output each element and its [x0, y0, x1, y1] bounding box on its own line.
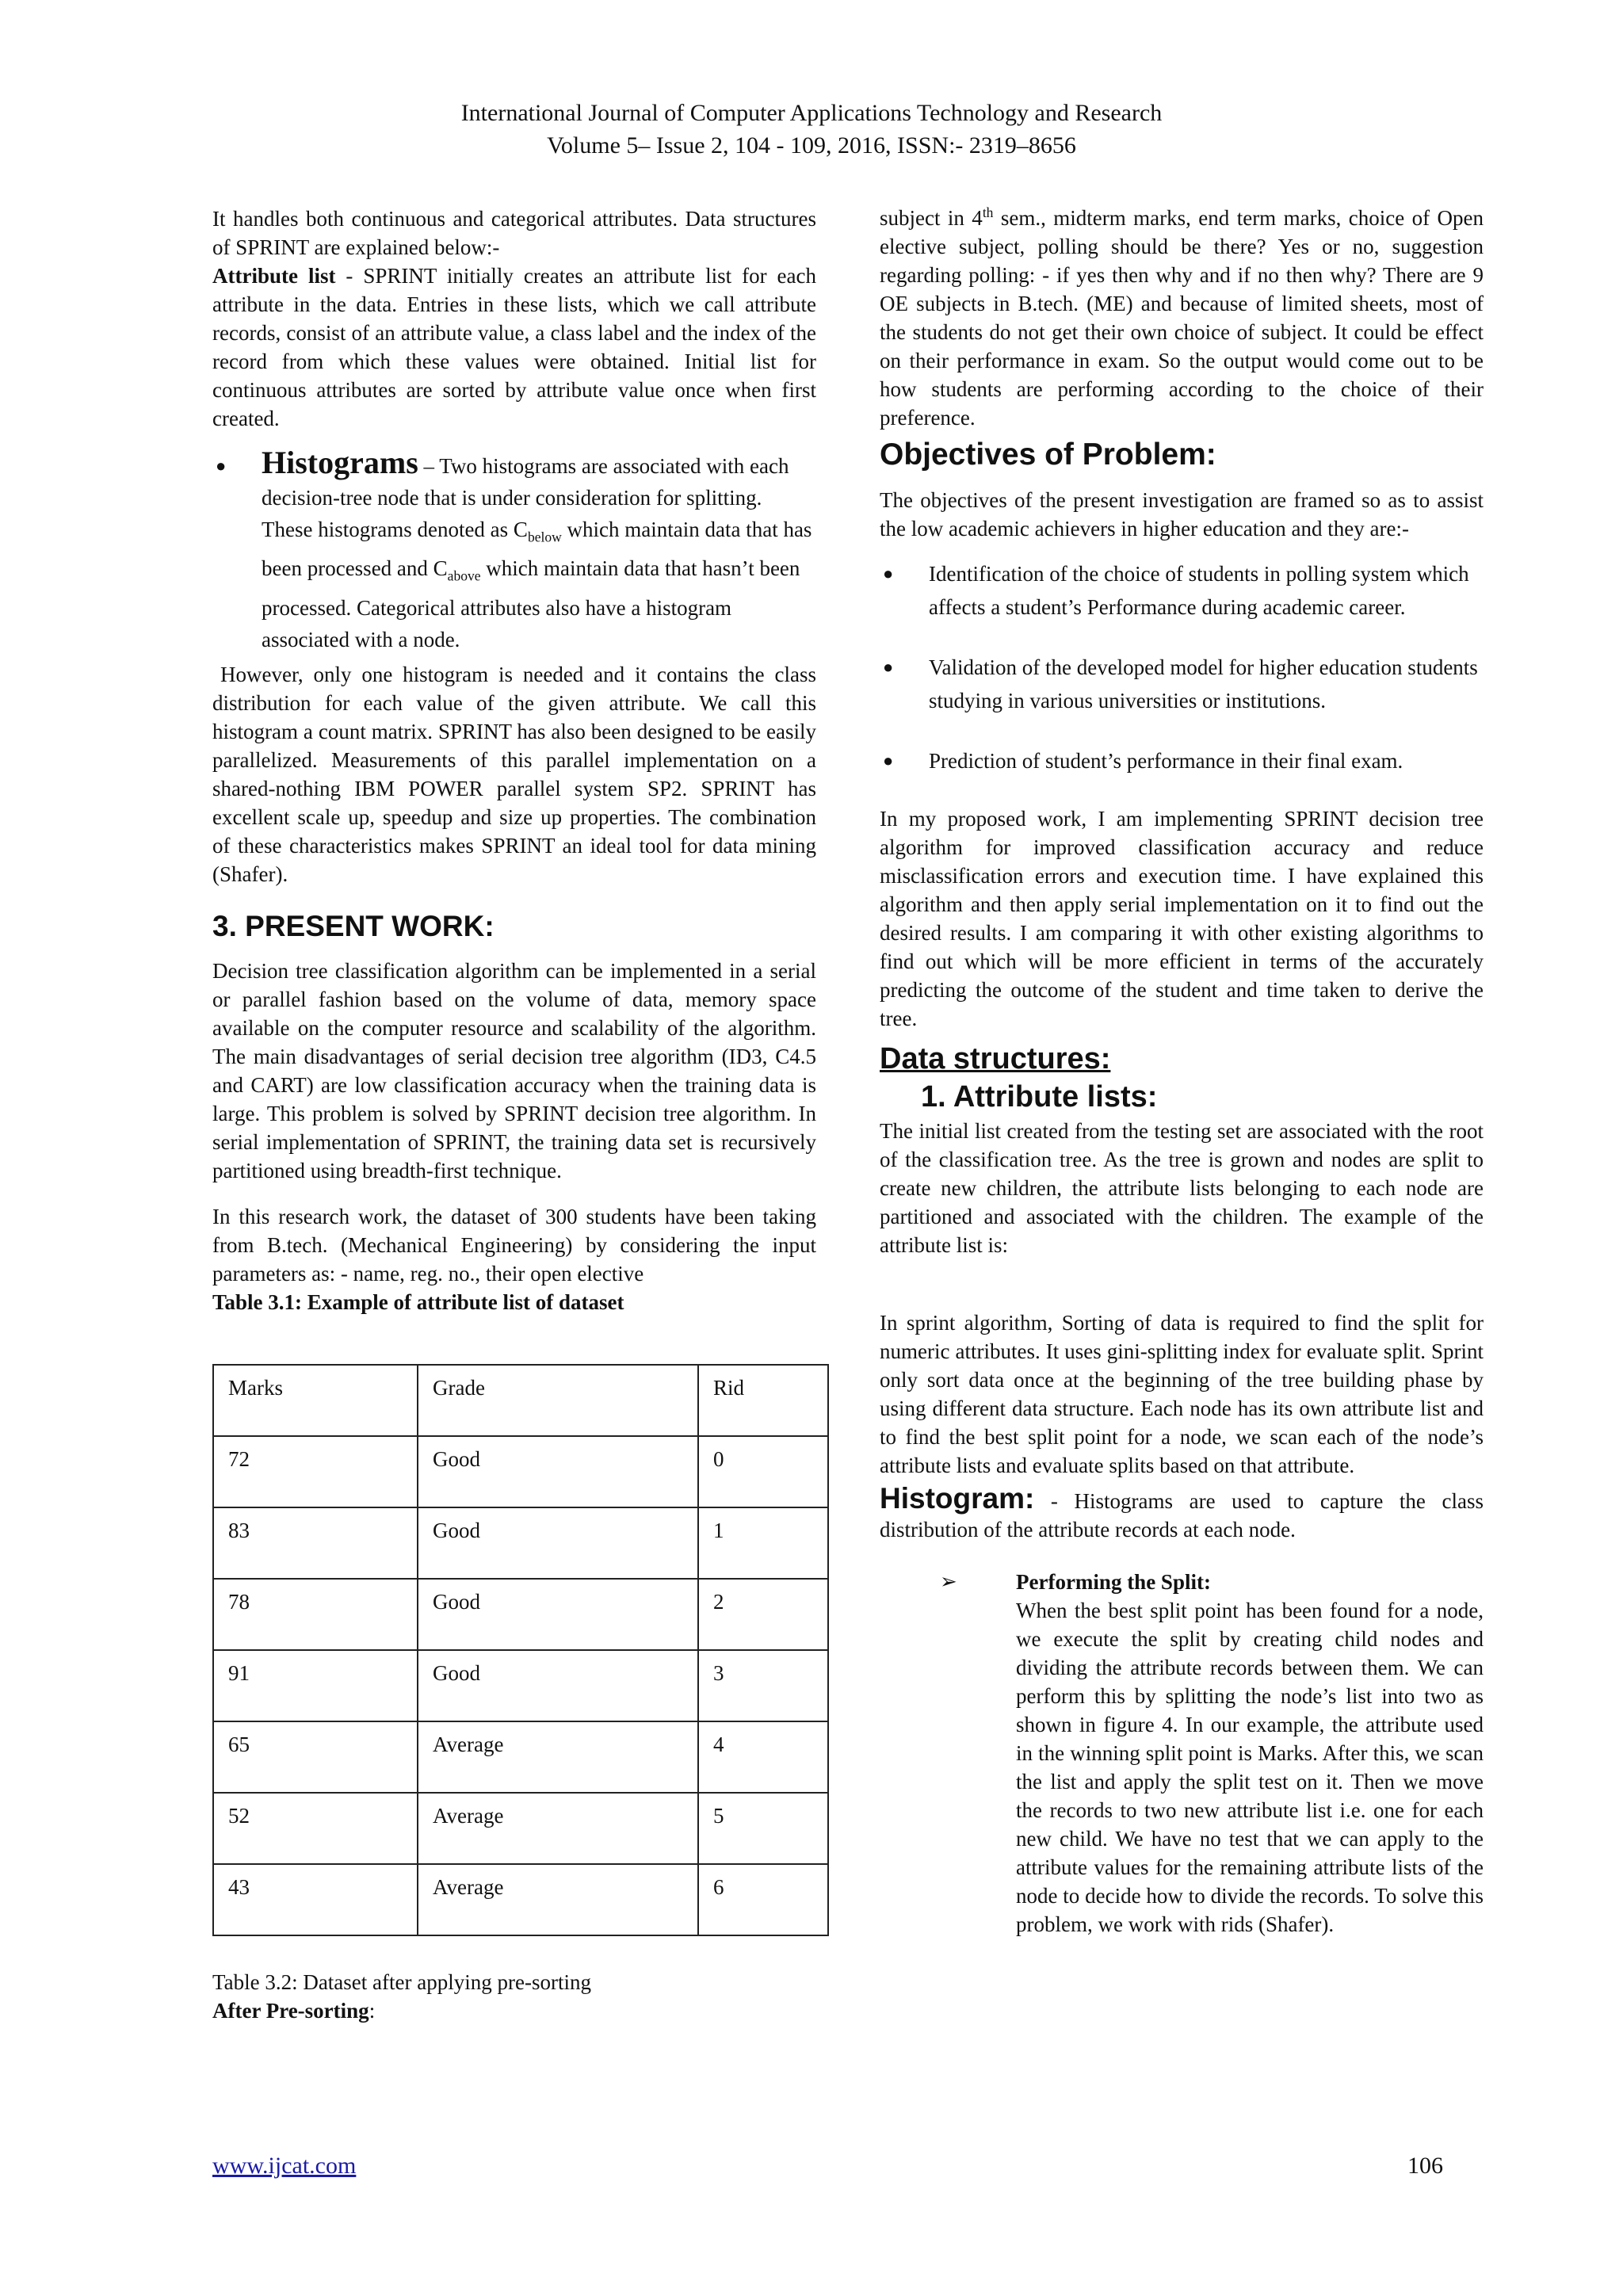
- objectives-intro: The objectives of the present investigation are framed so as to assist the low academic achievers in higher education and they are:-: [880, 488, 1484, 541]
- table-3-1-caption: Table 3.1: Example of attribute list of dataset: [212, 1289, 624, 1314]
- objective-item: [880, 557, 1484, 624]
- table-cell: Good: [418, 1436, 698, 1507]
- bullet-icon: ●: [216, 456, 227, 476]
- footer-website-link[interactable]: www.ijcat.com: [212, 2153, 357, 2179]
- after-presorting-colon: :: [369, 1998, 376, 2023]
- attribute-lists-paragraph: The initial list created from the testing set are associated with the root of the classification tree. As the tree is grown and nodes are split to create new children, the attribute lists belonging to each node are partitioned and associated with the children. The example of the attribute list is:: [880, 1119, 1484, 1257]
- table-row: [213, 1864, 828, 1935]
- objective-item: [880, 744, 1484, 777]
- table-cell: 5: [698, 1793, 828, 1864]
- table-cell: 4: [698, 1721, 828, 1793]
- th-superscript: th: [982, 204, 994, 220]
- table-header-row: [213, 1365, 828, 1436]
- objective-text: Identification of the choice of students in polling system which affects a student’s Performance during academic career.: [929, 562, 1469, 619]
- table-header-cell: Marks: [213, 1365, 418, 1436]
- after-presorting-label: After Pre-sorting: [212, 1998, 369, 2023]
- table-3-2-caption: Table 3.2: Dataset after applying pre-sorting: [212, 1969, 591, 1994]
- objective-text: Validation of the developed model for higher education students studying in various universities or institutions.: [929, 655, 1478, 712]
- table-cell: 6: [698, 1864, 828, 1935]
- sprint-sorting-paragraph: In sprint algorithm, Sorting of data is required to find the split for numeric attributes. It uses gini-splitting index for evaluate split. Sprint only sort data once at the beginning of the tree building phase by using different data structure. Each node has its own attribute list and to find the best split point for a node, we scan each of the node’s attribute lists and evaluate splits based on that attribute.: [880, 1311, 1484, 1477]
- table-row: [213, 1793, 828, 1864]
- table-row: [213, 1436, 828, 1507]
- table-cell: 78: [213, 1579, 418, 1650]
- c-above-sub: above: [447, 567, 481, 584]
- histograms-text-3: which maintain data that hasn’t been processed. Categorical attributes also have a histogram associated with a node.: [262, 556, 800, 651]
- histogram-heading: Histogram:: [880, 1482, 1035, 1515]
- table-cell: 72: [213, 1436, 418, 1507]
- right-column: [880, 198, 1484, 1939]
- page-number: 106: [1407, 2153, 1443, 2179]
- journal-title: International Journal of Computer Applications Technology and Research: [460, 100, 1163, 126]
- table-cell: 91: [213, 1650, 418, 1721]
- table-cell: Good: [418, 1650, 698, 1721]
- table-cell: 52: [213, 1793, 418, 1864]
- c-below-sub: below: [527, 529, 562, 545]
- attribute-list-paragraph: [212, 262, 816, 433]
- table-header-cell: Rid: [698, 1365, 828, 1436]
- table-cell: Average: [418, 1721, 698, 1793]
- continued-text-a: subject in 4: [880, 206, 983, 230]
- present-work-paragraph-1: Decision tree classification algorithm can be implemented in a serial or parallel fashion based on the volume of data, memory space available on the computer resource and scalability of the algorithm. The main disadvantages of serial decision tree algorithm (ID3, C4.5 and CART) are low classification accuracy when the training data is large. This problem is solved by SPRINT decision tree algorithm. In serial implementation of SPRINT, the training data set is recursively partitioned using breadth-first technique.: [212, 958, 816, 1182]
- attribute-lists-subheading: 1. Attribute lists:: [921, 1080, 1158, 1114]
- histograms-text-2: which maintain data that has been processed and C: [262, 518, 812, 581]
- left-column: [212, 204, 816, 2025]
- histograms-dash: –: [418, 454, 440, 478]
- table-cell: 43: [213, 1864, 418, 1935]
- histogram-text: - Histograms are used to capture the class distribution of the attribute records at each node.: [880, 1489, 1484, 1541]
- histograms-title: Histograms: [262, 445, 418, 480]
- histograms-bullet: [212, 447, 816, 655]
- histogram-paragraph: [880, 1484, 1484, 1544]
- arrow-bullet-icon: ➢: [940, 1570, 957, 1593]
- table-row: [213, 1579, 828, 1650]
- data-structures-heading: Data structures:: [880, 1042, 1111, 1075]
- present-work-paragraph-2: In this research work, the dataset of 300 students have been taking from B.tech. (Mechanical Engineering) by considering the input parameters as: - name, reg. no., their open elective: [212, 1204, 816, 1286]
- journal-volume: Volume 5– Issue 2, 104 - 109, 2016, ISSN:- 2319–8656: [547, 132, 1076, 159]
- table-row: [213, 1721, 828, 1793]
- table-cell: Good: [418, 1507, 698, 1579]
- table-cell: 1: [698, 1507, 828, 1579]
- attribute-list-label: Attribute list: [212, 264, 336, 288]
- performing-split-block: [880, 1568, 1484, 1939]
- table-cell: Average: [418, 1793, 698, 1864]
- continued-paragraph: [880, 198, 1484, 432]
- continued-text-b: sem., midterm marks, end term marks, choice of Open elective subject, polling should be there? Yes or no, suggestion regarding polling: - if yes then why and if no then why? There are 9 OE subjects in B.tech. (ME) and because of limited sheets, most of the students do not get their own choice of subject. It could be effect on their performance in exam. So the output would come out to be how students are performing according to the choice of their preference.: [880, 206, 1484, 430]
- proposed-work-paragraph: In my proposed work, I am implementing SPRINT decision tree algorithm for improved classification accuracy and reduce misclassification errors and execution time. I have explained this algorithm and then apply serial implementation on it to find out the desired results. I am comparing it with other existing algorithms to find out which will be more efficient in terms of the accurately predicting the outcome of the student and time taken to derive the tree.: [880, 807, 1484, 1030]
- table-cell: 3: [698, 1650, 828, 1721]
- bullet-icon: ●: [883, 657, 894, 677]
- bullet-icon: ●: [883, 563, 894, 583]
- attribute-list-table: [212, 1364, 829, 1936]
- histogram-continued: However, only one histogram is needed and it contains the class distribution for each value of the given attribute. We call this histogram a count matrix. SPRINT has also been designed to be easily parallelized. Measurements of this parallel implementation on a shared-nothing IBM POWER parallel system SP2. SPRINT has excellent scale up, speedup and size up properties. The combination of these characteristics makes SPRINT an ideal tool for data mining (Shafer).: [212, 662, 816, 886]
- performing-split-title: Performing the Split:: [1016, 1570, 1211, 1594]
- table-cell: Average: [418, 1864, 698, 1935]
- table-header-cell: Grade: [418, 1365, 698, 1436]
- objective-item: [880, 651, 1484, 717]
- table-cell: 0: [698, 1436, 828, 1507]
- table-cell: 83: [213, 1507, 418, 1579]
- objective-text: Prediction of student’s performance in their final exam.: [929, 749, 1403, 773]
- table-cell: 2: [698, 1579, 828, 1650]
- page-header: [0, 97, 1623, 162]
- performing-split-text: When the best split point has been found for a node, we execute the split by creating child nodes and dividing the attribute records between them. We can perform this by splitting the node’s list into two as shown in figure 4. In our example, the attribute used in the winning split point is Marks. After this, we scan the list and apply the split test on it. Then we move the records to two new attribute list i.e. one for each new child. We have no test that we can apply to the attribute values for the remaining attribute lists of the node to decide how to divide the records. To solve this problem, we work with rids (Shafer).: [1016, 1599, 1484, 1936]
- attribute-list-text: - SPRINT initially creates an attribute list for each attribute in the data. Entries in these lists, which we call attribute records, consist of an attribute value, a class label and the index of the record from which these values were obtained. Initial list for continuous attributes are sorted by attribute value once when first created.: [212, 264, 816, 430]
- histograms-text-1: Two histograms are associated with each decision-tree node that is under consideration for splitting. These histograms denoted as C: [262, 454, 789, 541]
- intro-paragraph: It handles both continuous and categorical attributes. Data structures of SPRINT are explained below:-: [212, 207, 816, 259]
- bullet-icon: ●: [883, 751, 894, 770]
- present-work-heading: 3. PRESENT WORK:: [212, 909, 495, 942]
- table-row: [213, 1650, 828, 1721]
- after-presorting-line: [212, 1996, 816, 2025]
- table-cell: 65: [213, 1721, 418, 1793]
- table-row: [213, 1507, 828, 1579]
- objectives-heading: Objectives of Problem:: [880, 437, 1216, 472]
- table-cell: Good: [418, 1579, 698, 1650]
